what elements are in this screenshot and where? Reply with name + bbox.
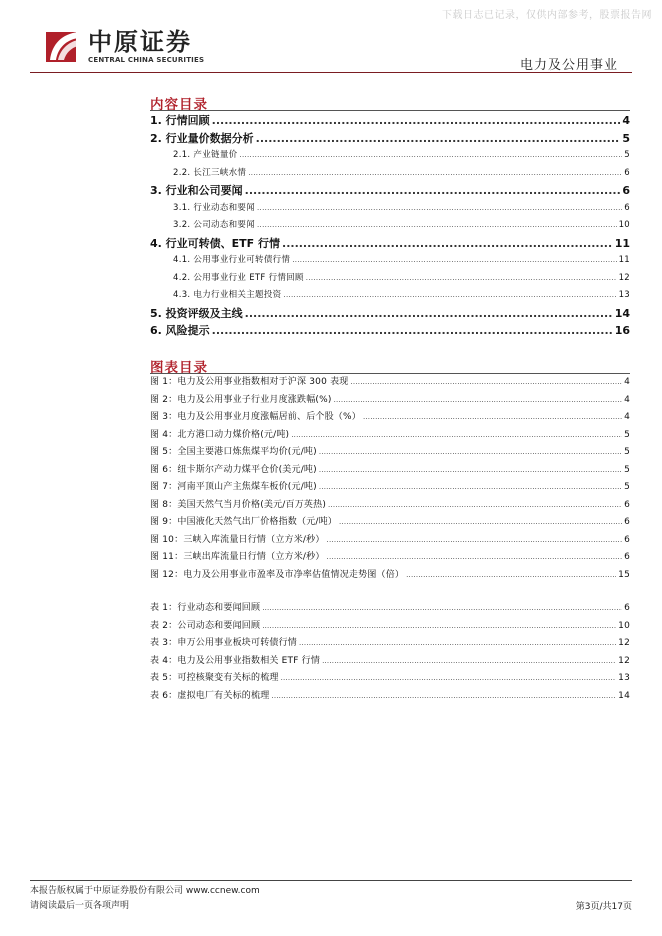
sector-label: 电力及公用事业 <box>519 58 618 73</box>
toc-subsection-entry-page: 12 <box>618 272 630 283</box>
toc-section-entry-label: 6. 风险提示 <box>150 324 210 337</box>
company-logo <box>44 26 214 70</box>
toc-section-entry-page: 11 <box>614 236 630 250</box>
footer-disclaimer-note: 请阅读最后一页各项声明 <box>30 901 130 911</box>
figures-list <box>150 374 630 584</box>
toc-section-entry-label: 2. 行业量价数据分析 <box>150 131 254 145</box>
figure-entry-page: 5 <box>624 447 630 457</box>
toc-subsection-entry[interactable] <box>150 165 630 183</box>
figure-entry-label: 图 3：电力及公用事业月度涨幅居前、后个股（%） <box>150 412 361 422</box>
leader-dots <box>257 200 622 218</box>
toc-subsection-entry[interactable] <box>150 200 630 218</box>
toc-section-entry-page: 5 <box>622 131 630 145</box>
leader-dots <box>299 635 616 653</box>
leader-dots <box>262 618 616 636</box>
toc-section-entry-label: 5. 投资评级及主线 <box>150 306 243 320</box>
toc-subsection-entry-page: 6 <box>624 202 630 213</box>
leader-dots <box>406 567 616 585</box>
footer-page-info: 第3页/共17页 <box>575 902 632 912</box>
figure-entry[interactable] <box>150 532 630 550</box>
table-entry[interactable] <box>150 600 630 618</box>
leader-dots <box>363 409 622 427</box>
table-entry[interactable] <box>150 635 630 653</box>
figure-entry[interactable] <box>150 392 630 410</box>
figures-title: 图表目录 <box>150 360 208 376</box>
leader-dots <box>339 514 622 532</box>
figure-entry-label: 图 5：全国主要港口炼焦煤平均价(元/吨) <box>150 447 317 457</box>
figure-entry-label: 图 6：纽卡斯尔产动力煤平仓价(美元/吨) <box>150 464 317 475</box>
leader-dots <box>328 497 622 515</box>
toc-section-entry-page: 6 <box>622 184 630 197</box>
table-entry[interactable] <box>150 618 630 636</box>
figure-entry-page: 15 <box>618 569 630 580</box>
table-entry-label: 表 1：行业动态和要闻回顾 <box>150 603 261 613</box>
toc-title-rule <box>150 110 630 111</box>
figure-entry-page: 6 <box>624 499 630 510</box>
leader-dots <box>351 374 623 392</box>
leader-dots <box>291 427 622 445</box>
figure-entry[interactable] <box>150 549 630 567</box>
footer-copyright: 本报告版权属于中原证券股份有限公司 www.ccnew.com <box>30 886 260 896</box>
figure-entry-label: 图 7：河南平顶山产主焦煤车板价(元/吨) <box>150 482 317 492</box>
leader-dots <box>319 479 622 497</box>
leader-dots <box>322 653 616 671</box>
leader-dots <box>334 392 623 410</box>
leader-dots <box>245 182 621 200</box>
figure-entry[interactable] <box>150 567 630 585</box>
figure-entry-label: 图 9：中国液化天然气出厂价格指数（元/吨） <box>150 517 338 527</box>
toc-section-entry[interactable] <box>150 130 630 148</box>
table-entry-page: 12 <box>618 655 630 666</box>
figure-entry[interactable] <box>150 497 630 515</box>
toc-section-entry-label: 3. 行业和公司要闻 <box>150 184 243 197</box>
toc-subsection-entry[interactable] <box>150 147 630 165</box>
table-entry-label: 表 5：可控核聚变有关标的梳理 <box>150 673 279 683</box>
table-entry-page: 14 <box>618 690 630 701</box>
toc-subsection-entry-label: 4.3. 电力行业相关主题投资 <box>173 290 282 300</box>
leader-dots <box>292 252 616 270</box>
header-divider <box>30 72 632 73</box>
leader-dots <box>248 165 622 183</box>
toc-title: 内容目录 <box>150 97 208 113</box>
leader-dots <box>282 235 613 253</box>
table-entry[interactable] <box>150 688 630 706</box>
figure-entry-label: 图 12：电力及公用事业市盈率及市净率估值情况走势图（倍） <box>150 569 405 580</box>
leader-dots <box>239 147 622 165</box>
footer-divider <box>30 880 632 881</box>
leader-dots <box>306 270 617 288</box>
figure-entry[interactable] <box>150 462 630 480</box>
leader-dots <box>327 532 623 550</box>
logo-text-en: CENTRAL CHINA SECURITIES <box>88 56 205 64</box>
table-entry-label: 表 3：申万公用事业板块可转债行情 <box>150 638 297 648</box>
figure-entry-page: 6 <box>624 534 630 545</box>
toc-section-entry-page: 4 <box>622 114 630 127</box>
leader-dots <box>319 444 622 462</box>
toc-subsection-entry-label: 4.1. 公用事业行业可转债行情 <box>173 255 291 265</box>
figure-entry-label: 图 2：电力及公用事业子行业月度涨跌幅(%) <box>150 394 332 405</box>
figure-entry-label: 图 8：美国天然气当月价格(美元/百万英热) <box>150 499 327 510</box>
toc-subsection-entry-label: 4.2. 公用事业行业 ETF 行情回顾 <box>173 272 304 283</box>
figure-entry[interactable] <box>150 479 630 497</box>
figure-entry[interactable] <box>150 514 630 532</box>
leader-dots <box>281 670 617 688</box>
tables-list <box>150 600 630 705</box>
table-entry[interactable] <box>150 670 630 688</box>
leader-dots <box>271 688 616 706</box>
leader-dots <box>245 305 613 323</box>
table-entry-label: 表 6：虚拟电厂有关标的梳理 <box>150 690 270 701</box>
toc-subsection-entry[interactable] <box>150 252 630 270</box>
leader-dots <box>262 600 622 618</box>
leader-dots <box>212 322 613 340</box>
toc-subsection-entry-page: 13 <box>618 290 630 300</box>
toc-section-entry[interactable] <box>150 322 630 340</box>
toc-subsection-entry-page: 11 <box>618 255 630 265</box>
toc-subsection-entry-label: 3.2. 公司动态和要闻 <box>173 220 256 230</box>
leader-dots <box>256 130 621 148</box>
figure-entry-page: 5 <box>624 464 630 475</box>
logo-mark-icon <box>44 26 82 64</box>
watermark: 下载日志已记录，仅供内部参考，股票报告网 <box>442 10 652 21</box>
figure-entry-page: 5 <box>624 429 630 440</box>
leader-dots <box>212 112 621 130</box>
toc-section-entry[interactable] <box>150 112 630 130</box>
table-entry-label: 表 4：电力及公用事业指数相关 ETF 行情 <box>150 655 321 666</box>
table-entry-page: 6 <box>624 603 630 613</box>
table-entry-page: 12 <box>618 638 630 648</box>
toc-section-entry-page: 14 <box>614 306 630 320</box>
figure-entry-label: 图 1：电力及公用事业指数相对于沪深 300 表现 <box>150 377 349 387</box>
toc-subsection-entry[interactable] <box>150 270 630 288</box>
toc-subsection-entry-page: 10 <box>618 220 630 230</box>
toc-subsection-entry[interactable] <box>150 287 630 305</box>
toc-subsection-entry-label: 2.1. 产业链量价 <box>173 150 238 160</box>
table-entry-page: 13 <box>618 673 630 683</box>
figure-entry[interactable] <box>150 374 630 392</box>
toc-list <box>150 112 630 340</box>
toc-section-entry[interactable] <box>150 182 630 200</box>
toc-section-entry[interactable] <box>150 305 630 323</box>
figure-entry[interactable] <box>150 427 630 445</box>
figure-entry-label: 图 10：三峡入库流量日行情（立方米/秒） <box>150 534 325 545</box>
figure-entry-page: 5 <box>624 482 630 492</box>
figure-entry-label: 图 4：北方港口动力煤价格(元/吨) <box>150 429 290 440</box>
leader-dots <box>327 549 623 567</box>
toc-section-entry[interactable] <box>150 235 630 253</box>
leader-dots <box>257 217 617 235</box>
toc-subsection-entry-label: 3.1. 行业动态和要闻 <box>173 202 256 213</box>
toc-subsection-entry-page: 5 <box>624 150 630 160</box>
table-entry-page: 10 <box>618 620 630 631</box>
figure-entry-page: 4 <box>624 377 630 387</box>
toc-section-entry-label: 4. 行业可转债、ETF 行情 <box>150 236 281 250</box>
figure-entry-page: 4 <box>624 412 630 422</box>
logo-text-cn: 中原证券 <box>88 28 192 56</box>
figure-entry[interactable] <box>150 409 630 427</box>
leader-dots <box>283 287 616 305</box>
figure-entry-page: 6 <box>624 517 630 527</box>
toc-subsection-entry-label: 2.2. 长江三峡水情 <box>173 167 247 178</box>
figure-entry-label: 图 11：三峡出库流量日行情（立方米/秒） <box>150 552 325 562</box>
figure-entry[interactable] <box>150 444 630 462</box>
figure-entry-page: 6 <box>624 552 630 562</box>
toc-section-entry-label: 1. 行情回顾 <box>150 114 210 127</box>
toc-subsection-entry[interactable] <box>150 217 630 235</box>
table-entry-label: 表 2：公司动态和要闻回顾 <box>150 620 261 631</box>
footer-left <box>30 884 260 914</box>
figure-entry-page: 4 <box>624 394 630 405</box>
toc-subsection-entry-page: 6 <box>624 167 630 178</box>
toc-section-entry-page: 16 <box>614 324 630 337</box>
leader-dots <box>319 462 622 480</box>
table-entry[interactable] <box>150 653 630 671</box>
